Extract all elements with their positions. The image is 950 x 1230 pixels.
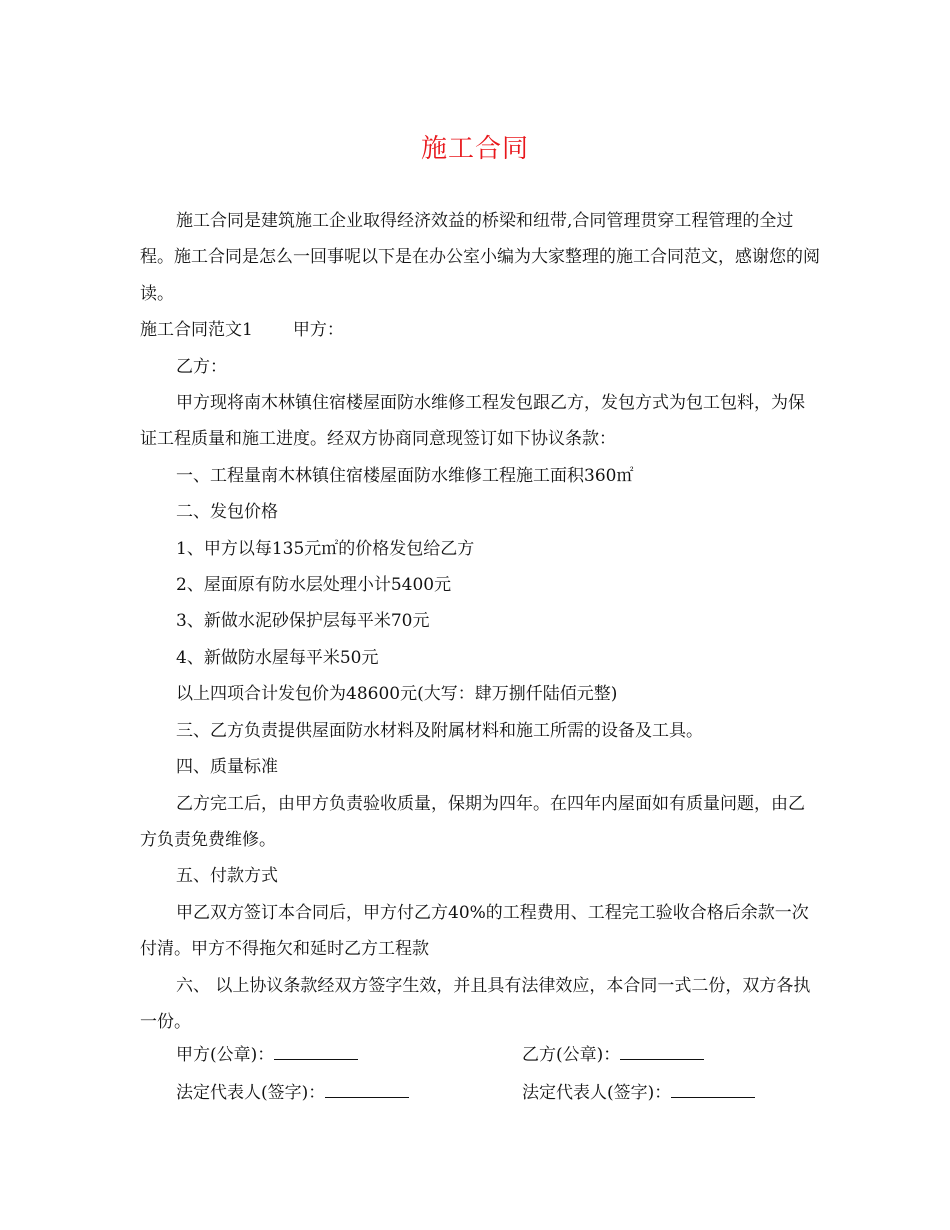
party-b-rep xyxy=(522,1078,755,1103)
clause-paragraph: 二、发包价格 xyxy=(176,502,278,523)
clause-paragraph: 4、新做防水屋每平米50元 xyxy=(176,647,379,668)
signature-block xyxy=(176,1040,816,1116)
party-b-rep-label: 法定代表人(签字)： xyxy=(522,1083,672,1103)
clause-paragraph: 三、乙方负责提供屋面防水材料及附属材料和施工所需的设备及工具。 xyxy=(176,720,703,741)
party-a-rep xyxy=(176,1078,409,1103)
party-b-rep-blank xyxy=(671,1083,755,1098)
party-b-seal-blank xyxy=(620,1045,704,1060)
contract-body xyxy=(140,203,820,1040)
sample-heading: 施工合同范文1 xyxy=(140,320,253,341)
document-title: 施工合同 xyxy=(420,134,529,164)
party-b-label: 乙方： xyxy=(176,356,227,377)
party-a-seal-label: 甲方(公章)： xyxy=(176,1045,275,1065)
clause-paragraph: 甲乙双方签订本合同后，甲方付乙方40%的工程费用、工程完工验收合格后余款一次付清。甲方不得拖欠和延时乙方工程款 xyxy=(140,902,809,960)
seal-row xyxy=(176,1040,816,1078)
representative-row xyxy=(176,1078,816,1116)
clause-paragraph: 3、新做水泥砂保护层每平米70元 xyxy=(176,611,430,632)
intro-paragraph: 施工合同是建筑施工企业取得经济效益的桥梁和纽带,合同管理贯穿工程管理的全过程。施工合同是怎么一回事呢以下是在办公室小编为大家整理的施工合同范文，感谢您的阅读。 xyxy=(140,211,820,304)
clause-paragraph: 六、 以上协议条款经双方签字生效，并且具有法律效应，本合同一式二份，双方各执一份。 xyxy=(140,975,811,1032)
party-a-rep-label: 法定代表人(签字)： xyxy=(176,1083,326,1103)
clause-paragraph: 四、质量标准 xyxy=(176,757,278,778)
sample-heading-line xyxy=(140,312,820,348)
clause-paragraph: 乙方完工后，由甲方负责验收质量，保期为四年。在四年内屋面如有质量问题，由乙方负责免费维修。 xyxy=(140,793,805,850)
party-a-rep-blank xyxy=(325,1083,409,1098)
party-a-seal xyxy=(176,1040,358,1065)
party-a-label: 甲方： xyxy=(292,320,344,341)
clause-paragraph: 一、工程量南木林镇住宿楼屋面防水维修工程施工面积360㎡ xyxy=(176,465,634,486)
party-a-seal-blank xyxy=(274,1045,358,1060)
clause-paragraph: 五、付款方式 xyxy=(176,866,278,887)
clause-paragraph: 2、屋面原有防水层处理小计5400元 xyxy=(176,575,452,596)
party-b-seal-label: 乙方(公章)： xyxy=(522,1045,621,1065)
clause-paragraph: 以上四项合计发包价为48600元(大写：肆万捌仟陆佰元整) xyxy=(176,684,618,705)
clause-paragraph: 甲方现将南木林镇住宿楼屋面防水维修工程发包跟乙方，发包方式为包工包料，为保证工程质量和施工进度。经双方协商同意现签订如下协议条款： xyxy=(140,393,805,450)
clause-paragraph: 1、甲方以每135元㎡的价格发包给乙方 xyxy=(176,538,475,559)
party-b-seal xyxy=(522,1040,704,1065)
